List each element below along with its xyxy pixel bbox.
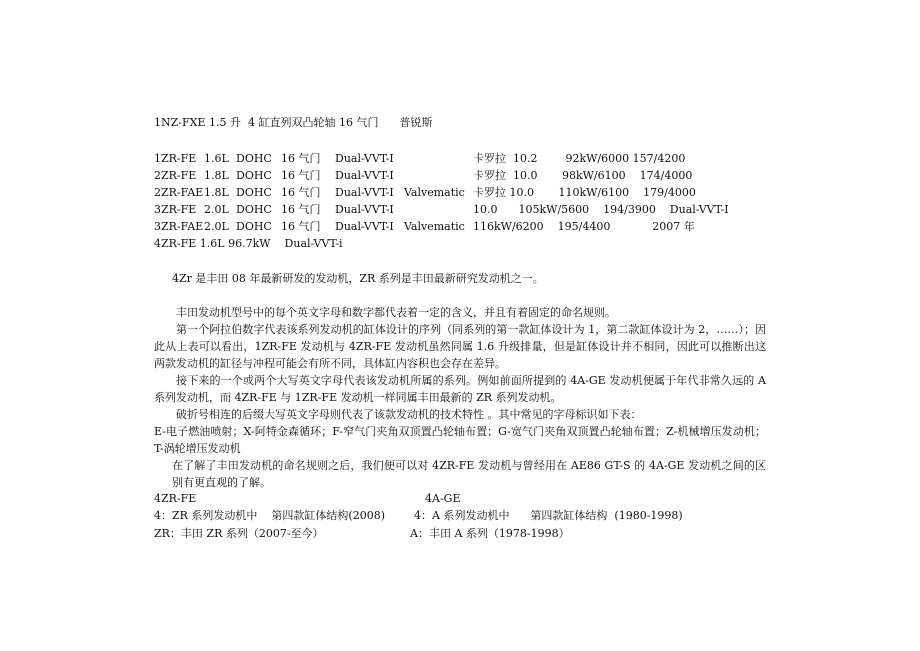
compare-right-row: A：丰田 A 系列（1978-1998） (410, 527, 570, 540)
compare-left-title: 4ZR-FE (154, 492, 197, 505)
paragraph-letter-codes: E-电子燃油喷射；X-阿特金森循环；F-窄气门夹角双顶置凸轮轴布置；G-宽气门夹角双顶置凸轮轴布置；Z-机械增压发动机；T-涡轮增压发动机 (154, 425, 766, 455)
engine-cam: DOHC (236, 186, 272, 199)
compare-right-row: 4：A 系列发动机中 第四款缸体结构 (1980-1998) (414, 509, 683, 522)
engine-spec: 卡罗拉 10.0 98kW/6100 174/4000 (473, 169, 693, 182)
compare-right-title: 4A-GE (425, 492, 461, 505)
engine-spec: 10.0 105kW/5600 194/3900 Dual-VVT-I (473, 203, 729, 216)
paragraph-series: 接下来的一个或两个大写英文字母代表该发动机所属的系列。例如前面所提到的 4A-GE 发动机便属于年代非常久远的 A 系列发动机，而 4ZR-FE 与 1ZR-FE 发动机一样同属丰田最新的 ZR 系列发动机。 (154, 374, 766, 404)
paragraph-suffix: 破折号相连的后缀大写英文字母则代表了该款发动机的技术特性 。其中常见的字母标识如下表： (176, 408, 642, 421)
engine-vvt: Dual-VVT-I (335, 186, 394, 199)
engine-spec: 卡罗拉 10.0 110kW/6100 179/4000 (473, 186, 696, 199)
engine-valves: 16 气门 (281, 186, 321, 199)
engine-cam: DOHC (236, 203, 272, 216)
engine-spec: 116kW/6200 195/4400 2007 年 (473, 220, 695, 233)
compare-left-row: 4：ZR 系列发动机中 第四款缸体结构(2008) (154, 509, 385, 522)
engine-displacement: 1.8L (204, 169, 229, 182)
engine-cam: DOHC (236, 152, 272, 165)
engine-extra: Valvematic (404, 220, 465, 233)
engine-spec: 卡罗拉 10.2 92kW/6000 157/4200 (473, 152, 686, 165)
engine-vvt: Dual-VVT-I (335, 220, 394, 233)
intro-line: 4Zr 是丰田 08 年最新研发的发动机，ZR 系列是丰田最新研究发动机之一。 (172, 272, 544, 285)
heading-line: 1NZ-FXE 1.5 升 4 缸直列双凸轮轴 16 气门 普锐斯 (154, 116, 433, 129)
compare-left-row: ZR：丰田 ZR 系列（2007-至今） (154, 527, 324, 540)
engine-vvt: Dual-VVT-I (335, 169, 394, 182)
engine-cam: DOHC (236, 220, 272, 233)
engine-displacement: 2.0L (204, 220, 229, 233)
engine-valves: 16 气门 (281, 169, 321, 182)
paragraph-cylinder-design: 第一个阿拉伯数字代表该系列发动机的缸体设计的序列（同系列的第一款缸体设计为 1，第二款缸体设计为 2，……）；因此从上表可以看出，1ZR-FE 发动机与 4ZR-FE 发动机虽然同属 1.6 升级排量，但是缸体设计并不相同，因此可以推断出这两款发动机的缸径与冲程可能会有所不同，具体缸内容积也会存在差异。 (154, 323, 766, 370)
engine-extra: Valvematic (404, 186, 465, 199)
engine-displacement: 2.0L (204, 203, 229, 216)
engine-model: 2ZR-FAE (154, 186, 204, 199)
engine-valves: 16 气门 (281, 220, 321, 233)
engine-vvt: Dual-VVT-I (335, 203, 394, 216)
engine-model: 2ZR-FE (154, 169, 197, 182)
engine-valves: 16 气门 (281, 203, 321, 216)
engine-model: 1ZR-FE (154, 152, 197, 165)
engine-model: 3ZR-FAE (154, 220, 204, 233)
engine-model: 3ZR-FE (154, 203, 197, 216)
engine-displacement: 1.8L (204, 186, 229, 199)
engine-valves: 16 气门 (281, 152, 321, 165)
paragraph-comparison: 在了解了丰田发动机的命名规则之后，我们便可以对 4ZR-FE 发动机与曾经用在 AE86 GT-S 的 4A-GE 发动机之间的区别有更直观的了解。 (172, 459, 766, 489)
engine-vvt: Dual-VVT-I (335, 152, 394, 165)
engine-cam: DOHC (236, 169, 272, 182)
engine-displacement: 1.6L (204, 152, 229, 165)
engine-row-last: 4ZR-FE 1.6L 96.7kW Dual-VVT-i (154, 237, 343, 250)
paragraph-rules-intro: 丰田发动机型号中的每个英文字母和数字都代表着一定的含义，并且有着固定的命名规则。 (176, 306, 616, 319)
